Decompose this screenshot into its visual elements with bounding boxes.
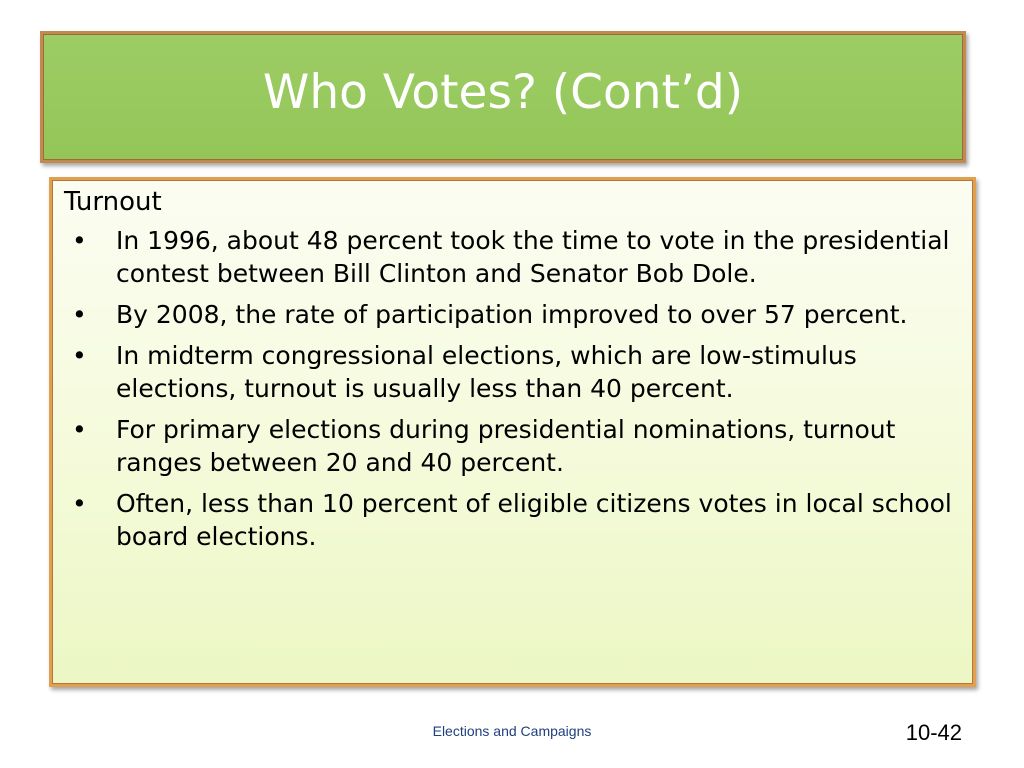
page-number: 10-42	[905, 720, 962, 745]
footer-title: Elections and Campaigns	[432, 723, 592, 739]
bullet-item	[64, 339, 953, 405]
bullet-mark: •	[72, 226, 87, 255]
bullet-list	[64, 224, 953, 553]
bullet-text: Often, less than 10 percent of eligible citizens votes in local school board elections.	[116, 489, 952, 551]
bullet-text: In midterm congressional elections, which are low-stimulus elections, turnout is usually less than 40 percent.	[116, 341, 857, 403]
bullet-text: By 2008, the rate of participation improved to over 57 percent.	[116, 300, 908, 329]
bullet-mark: •	[72, 341, 87, 370]
slide-title: Who Votes? (Cont’d)	[262, 64, 744, 120]
bullet-item	[64, 487, 953, 553]
title-banner	[40, 31, 966, 163]
bullet-text: For primary elections during presidential nominations, turnout ranges between 20 and 40 percent.	[116, 415, 896, 477]
bullet-item	[64, 224, 953, 290]
bullet-mark: •	[72, 489, 87, 518]
bullet-item	[64, 413, 953, 479]
bullet-mark: •	[72, 300, 87, 329]
bullet-item	[64, 298, 953, 331]
bullet-mark: •	[72, 415, 87, 444]
section-heading: Turnout	[64, 187, 162, 217]
bullet-text: In 1996, about 48 percent took the time to vote in the presidential contest between Bill Clinton and Senator Bob Dole.	[116, 226, 950, 288]
content-panel	[49, 177, 976, 687]
